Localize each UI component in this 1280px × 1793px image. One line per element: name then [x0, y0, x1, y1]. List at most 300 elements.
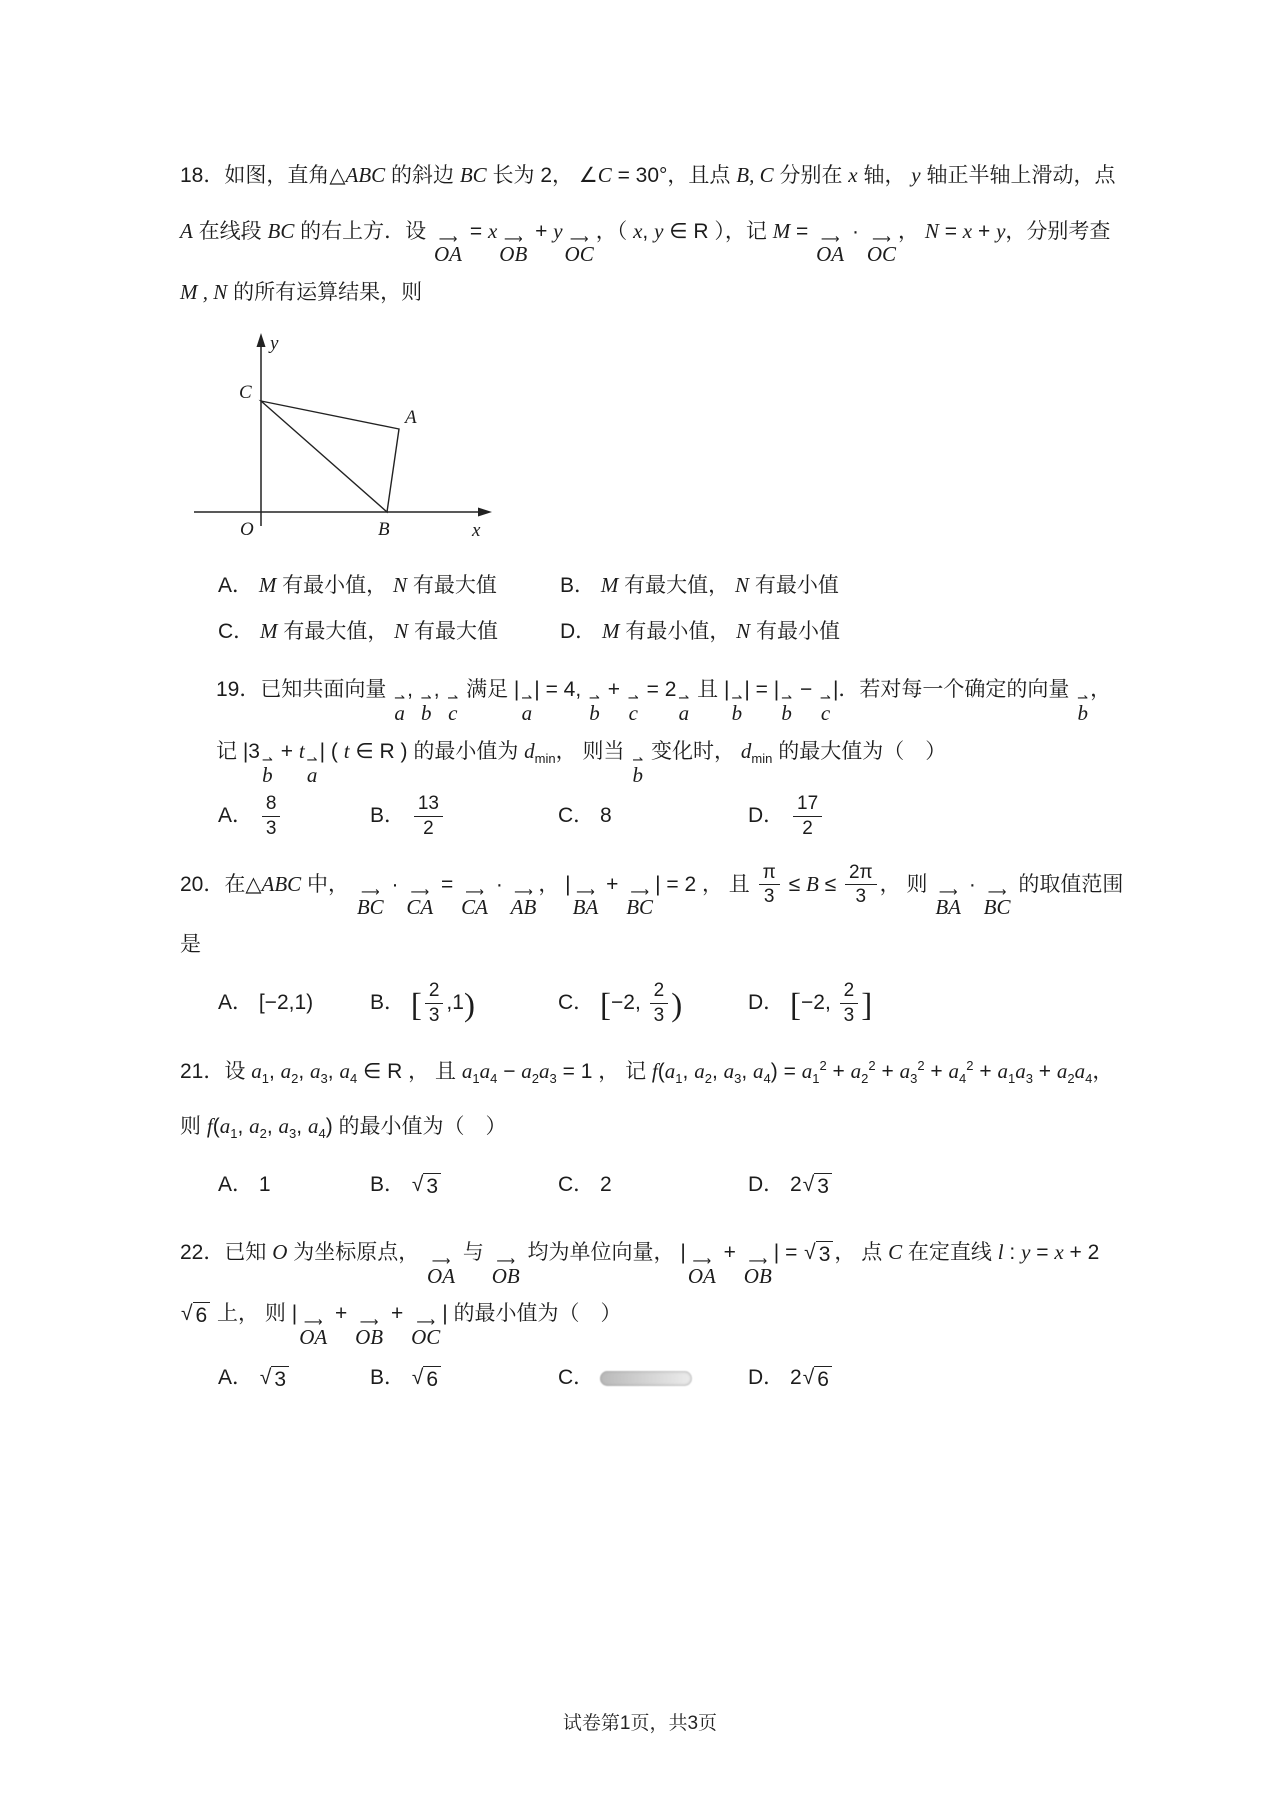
text-run: +	[924, 1059, 949, 1083]
subscript: 2	[1067, 1070, 1075, 1086]
vector-base: OA	[434, 242, 463, 267]
vector-arrow-icon: ⇀	[678, 689, 690, 705]
superscript: 2	[966, 1057, 974, 1073]
vector-arrow-icon: ⟶	[359, 1313, 379, 1329]
question-22-body	[180, 1225, 1130, 1348]
math-variable: C	[888, 1240, 903, 1265]
text-run: ,	[237, 1115, 250, 1139]
text-run: ,	[268, 1059, 281, 1083]
text-run: ·	[846, 219, 865, 243]
vector-base: OA	[687, 1264, 716, 1289]
base-letter: a	[801, 1058, 813, 1083]
question-21-options	[218, 1161, 1130, 1209]
subscript: min	[751, 751, 773, 767]
vector	[687, 1253, 716, 1289]
text-run: | = 2 ， 且	[655, 872, 756, 896]
base-letter: a	[280, 1058, 292, 1083]
subscript: 2	[259, 1126, 267, 1142]
text-run: ,	[407, 678, 419, 702]
fraction-denominator: 3	[843, 1004, 855, 1026]
subscript: 4	[490, 1070, 498, 1086]
subscripted-variable	[753, 1058, 771, 1086]
vector-arrow-icon: ⟶	[416, 1313, 435, 1329]
vector-base: a	[394, 700, 405, 725]
option-a	[218, 979, 370, 1027]
text-run: B．	[370, 1172, 411, 1196]
math-variable: M	[260, 618, 278, 643]
label-x-axis: x	[472, 520, 481, 542]
option-b	[370, 1354, 558, 1402]
question-20-options	[218, 979, 1130, 1028]
question-18-body	[180, 148, 1130, 321]
vector	[356, 884, 384, 920]
square-root	[803, 1173, 832, 1199]
vector	[743, 1253, 772, 1289]
subscripted-variable	[219, 1114, 238, 1142]
vector	[306, 751, 318, 787]
subscript: 2	[704, 1070, 712, 1086]
radical-sign: √	[411, 1172, 424, 1196]
text-run: 21．设	[180, 1059, 252, 1083]
text-run: B．	[370, 803, 411, 827]
option-d	[748, 979, 1130, 1028]
text-run: +	[274, 739, 299, 763]
vector-arrow-icon: ⟶	[438, 231, 458, 247]
text-run: +	[717, 1241, 742, 1265]
text-run: =	[435, 872, 460, 896]
sub-sup-variable	[948, 1057, 974, 1086]
text-run: ,	[642, 219, 655, 243]
vector-arrow-icon: ⇀	[306, 751, 318, 767]
text-run: ,	[682, 1059, 695, 1083]
vector-base: a	[521, 700, 533, 725]
base-letter: d	[740, 738, 752, 763]
text-run: ,	[741, 1059, 754, 1083]
vector-arrow-icon: ⇀	[447, 689, 459, 705]
text-run: (	[657, 1059, 665, 1083]
text-run: = 2	[640, 678, 677, 702]
text-run: ， 则	[879, 872, 934, 896]
question-22	[180, 1225, 1130, 1402]
math-variable: ABC	[261, 871, 302, 896]
subscripted-variable	[479, 1058, 498, 1086]
text-run: ,	[327, 1059, 340, 1083]
subscripted-variable	[521, 1058, 540, 1086]
vector	[589, 689, 600, 725]
vector	[983, 884, 1011, 920]
math-variable: M	[258, 573, 277, 598]
vector-arrow-icon: ⟶	[820, 231, 840, 247]
base-letter: a	[1056, 1058, 1068, 1083]
vector	[461, 884, 488, 920]
text-run: 有最小值，	[276, 574, 394, 598]
text-run: 有最大值	[408, 619, 499, 643]
text-run: D． 2	[748, 1172, 802, 1196]
option-a	[218, 1354, 370, 1402]
bracket: ]	[861, 987, 873, 1024]
text-run: ， 则当	[555, 739, 631, 763]
base-letter: a	[219, 1114, 231, 1139]
text-run: ,	[298, 1059, 311, 1083]
vector	[678, 689, 690, 725]
vector	[261, 751, 273, 787]
math-variable: N	[394, 618, 409, 643]
vector-base: BA	[935, 895, 961, 920]
vector	[406, 884, 434, 920]
base-letter: d	[524, 738, 535, 763]
text-run: +	[600, 872, 625, 896]
vector-base: OC	[866, 242, 896, 267]
option-c	[558, 979, 748, 1028]
fraction-denominator: 3	[855, 886, 867, 908]
question-20	[180, 857, 1130, 1028]
text-run: 分别在	[773, 164, 849, 187]
bracket: [	[410, 987, 422, 1024]
text-run: |．若对每一个确定的向量	[832, 678, 1076, 702]
subscript: 1	[1007, 1070, 1016, 1086]
vector-arrow-icon: ⟶	[431, 1253, 451, 1269]
vector-arrow-icon: ⇀	[632, 751, 644, 767]
radicand: 6	[814, 1366, 832, 1392]
text-run: 有最小值	[749, 574, 839, 598]
text-run: +	[972, 219, 997, 243]
text-run: ，（	[595, 219, 634, 243]
square-root	[804, 1241, 833, 1267]
base-letter: a	[249, 1114, 260, 1139]
text-run: | = |	[744, 678, 780, 702]
vector-arrow-icon: ⇀	[731, 689, 743, 705]
superscript: 2	[819, 1057, 827, 1073]
vector-base: CA	[461, 895, 488, 920]
fraction-numerator: 8	[262, 792, 281, 817]
text-run: + 2	[1063, 1241, 1100, 1265]
vector	[434, 231, 463, 267]
math-variable: N	[924, 218, 939, 243]
vector-base: OB	[499, 242, 528, 267]
fraction-denominator: 3	[763, 886, 775, 908]
math-variable: y	[553, 218, 563, 243]
radical-sign: √	[802, 1365, 815, 1389]
math-variable: x	[633, 218, 643, 243]
sub-sup-variable	[801, 1057, 827, 1086]
text-run: C． 8	[558, 804, 612, 828]
vector-arrow-icon: ⟶	[496, 1253, 516, 1269]
vector	[820, 689, 831, 725]
text-run: D． 2	[748, 1365, 802, 1389]
vector-base: b	[731, 700, 743, 725]
text-run: ， 点	[834, 1241, 889, 1265]
vector	[491, 1253, 520, 1289]
vector-arrow-icon: ⇀	[420, 689, 432, 705]
option-d	[560, 616, 1130, 648]
vector-arrow-icon: ⟶	[938, 884, 958, 900]
fraction-denominator: 2	[802, 817, 813, 839]
y-axis-arrow	[257, 333, 266, 347]
vector	[394, 689, 406, 725]
base-letter: a	[694, 1058, 705, 1083]
question-18-options	[218, 570, 1130, 647]
subscript: 4	[763, 1070, 771, 1086]
subscripted-variable	[339, 1058, 358, 1086]
vector-arrow-icon: ⟶	[410, 884, 430, 900]
text-run: +	[1032, 1059, 1057, 1083]
vector-base: BC	[983, 895, 1011, 920]
base-letter: a	[310, 1058, 321, 1083]
math-variable: A	[180, 218, 193, 243]
subscript: 3	[549, 1070, 557, 1086]
vector-base: BA	[572, 895, 599, 920]
subscript: min	[534, 751, 556, 767]
text-run: B．	[370, 990, 411, 1014]
vector-base: AB	[510, 895, 537, 920]
radical-sign: √	[802, 1172, 815, 1196]
radicand: 3	[814, 1173, 832, 1199]
text-run: 满足 |	[460, 678, 520, 702]
text-run: 的斜边	[385, 164, 460, 187]
text-run: ，	[898, 219, 925, 243]
question-20-body	[180, 857, 1130, 973]
fraction	[414, 792, 443, 841]
math-variable: y	[654, 218, 664, 243]
fraction-numerator: 2	[840, 979, 859, 1004]
bracket: )	[463, 987, 475, 1024]
option-c	[558, 792, 748, 840]
option-d	[748, 792, 1130, 841]
subscripted-variable	[278, 1114, 297, 1142]
vector-arrow-icon: ⟶	[987, 884, 1007, 900]
question-22-options	[218, 1354, 1130, 1402]
vector-arrow-icon: ⟶	[360, 884, 380, 900]
subscripted-variable	[280, 1058, 299, 1086]
text-run: | 的最小值为（ ）	[442, 1302, 622, 1326]
radicand: 3	[816, 1241, 834, 1267]
text-run: A．	[218, 1365, 259, 1389]
base-letter: a	[479, 1058, 491, 1083]
triangle-cab	[261, 401, 399, 512]
subscripted-variable	[539, 1058, 557, 1086]
text-run: ，记 |3	[216, 678, 1112, 763]
text-run: ) =	[770, 1059, 802, 1083]
vector	[816, 231, 845, 267]
vector-arrow-icon: ⟶	[465, 884, 484, 900]
text-run: =	[464, 219, 488, 243]
text-run: −	[794, 678, 819, 702]
fraction-numerator: 17	[793, 792, 822, 817]
square-root	[412, 1366, 441, 1392]
fraction-numerator: 2π	[845, 861, 877, 886]
text-run: ·	[963, 872, 982, 896]
subscript: 3	[1025, 1070, 1033, 1086]
vector	[299, 1313, 328, 1349]
math-variable: x	[1054, 1240, 1064, 1265]
vector-base: OC	[564, 242, 594, 267]
text-run: C．	[558, 990, 600, 1014]
radicand: 3	[271, 1366, 289, 1392]
text-run: C．	[218, 619, 260, 643]
math-variable: M	[602, 618, 620, 643]
text-run: ,	[433, 678, 446, 702]
text-run: 在定直线	[902, 1241, 998, 1265]
subscripted-variable	[461, 1058, 480, 1086]
text-run: 在线段	[192, 219, 268, 243]
math-variable: f	[206, 1114, 213, 1139]
vector-base: a	[306, 762, 318, 787]
vector-arrow-icon: ⟶	[503, 231, 523, 247]
text-run: ·	[490, 872, 509, 896]
math-variable: x	[487, 218, 498, 243]
vector-arrow-icon: ⟶	[630, 884, 649, 900]
text-run: ,	[296, 1115, 308, 1139]
vector	[564, 231, 594, 267]
vector-base: c	[820, 700, 831, 725]
text-run: ∈ R ， 且	[357, 1059, 462, 1083]
subscript: 3	[320, 1070, 328, 1086]
text-run: +	[601, 678, 626, 702]
question-21-body	[180, 1044, 1130, 1155]
text-run: 的所有运算结果，则	[227, 281, 423, 305]
sub-sup-variable	[899, 1057, 925, 1086]
label-point-c: C	[239, 382, 252, 404]
fraction	[840, 979, 859, 1028]
vector-base: b	[1077, 700, 1088, 725]
subscripted-variable	[524, 738, 556, 767]
vector-base: BC	[626, 895, 654, 920]
text-run: +	[385, 1302, 410, 1326]
fraction-denominator: 3	[653, 1004, 665, 1026]
vector-arrow-icon: ⟶	[872, 231, 891, 247]
question-19-body	[216, 663, 1130, 786]
subscripted-variable	[694, 1058, 712, 1086]
text-run: +	[973, 1059, 998, 1083]
vector	[355, 1313, 384, 1349]
vector	[411, 1313, 441, 1349]
vector-base: b	[420, 700, 432, 725]
text-run: ,	[711, 1059, 724, 1083]
bracket: )	[671, 987, 683, 1024]
subscripted-variable	[740, 738, 773, 767]
fraction-numerator: 13	[414, 792, 443, 817]
question-18-figure	[186, 327, 1130, 558]
vector	[447, 689, 459, 725]
question-18	[180, 148, 1130, 647]
bracket: [	[600, 987, 611, 1024]
vector	[499, 231, 528, 267]
text-run: ∈ R ) 的最小值为	[349, 739, 525, 763]
base-letter: a	[723, 1058, 735, 1083]
vector-base: b	[262, 762, 273, 787]
math-variable: M	[600, 573, 619, 598]
fraction-denominator: 2	[423, 817, 434, 839]
text-run: 的取值范围是	[180, 872, 1124, 957]
base-letter: a	[1015, 1058, 1026, 1083]
subscripted-variable	[997, 1058, 1016, 1086]
vector	[632, 751, 644, 787]
superscript: 2	[868, 1057, 876, 1073]
subscript: 1	[472, 1070, 480, 1086]
text-run: | =	[773, 1241, 804, 1265]
text-run: =	[1030, 1241, 1055, 1265]
math-variable: C	[597, 163, 612, 187]
vector-arrow-icon: ⟶	[692, 1253, 712, 1269]
subscript: 4	[318, 1126, 326, 1142]
text-run: ≤	[818, 872, 842, 896]
radical-sign: √	[411, 1365, 424, 1389]
vector-arrow-icon: ⇀	[820, 689, 831, 705]
fraction-denominator: 3	[265, 817, 277, 839]
subscript: 2	[531, 1070, 540, 1086]
text-run: A． [−2,1)	[218, 991, 314, 1015]
page-footer: 试卷第1页，共3页	[562, 1713, 718, 1734]
subscript: 1	[812, 1070, 820, 1086]
subscripted-variable	[249, 1114, 267, 1142]
base-letter: a	[307, 1114, 319, 1139]
vector-arrow-icon: ⟶	[576, 884, 595, 900]
text-run: = 1 ， 记	[556, 1059, 652, 1083]
option-a	[218, 570, 560, 602]
option-b	[370, 1161, 558, 1209]
vector-base: c	[448, 700, 458, 725]
subscript: 2	[291, 1070, 299, 1086]
base-letter: a	[899, 1058, 911, 1083]
vector-arrow-icon: ⇀	[521, 689, 533, 705]
math-variable: BC	[267, 218, 295, 243]
base-letter: a	[461, 1058, 473, 1083]
subscript: 3	[910, 1070, 918, 1086]
math-variable: t	[298, 738, 305, 763]
smudged-region	[600, 1371, 692, 1386]
x-axis-arrow	[478, 508, 492, 517]
math-variable: N	[735, 573, 750, 598]
sub-sup-variable	[850, 1057, 876, 1086]
vector	[427, 1253, 456, 1289]
base-letter: a	[521, 1058, 532, 1083]
vector	[1077, 689, 1089, 725]
text-run: ·	[385, 872, 405, 896]
text-run: −	[497, 1059, 522, 1083]
vector-base: OB	[743, 1264, 772, 1289]
label-point-a: A	[405, 407, 417, 429]
fraction-numerator: π	[759, 861, 780, 886]
radicand: 6	[423, 1366, 441, 1392]
radicand: 6	[193, 1302, 211, 1328]
square-root	[181, 1302, 210, 1328]
base-letter: a	[753, 1058, 764, 1083]
math-variable: x	[848, 163, 858, 187]
label-point-b: B	[378, 519, 390, 541]
superscript: 2	[917, 1057, 925, 1073]
vector-arrow-icon: ⇀	[781, 689, 793, 705]
text-run: ， |	[538, 872, 571, 896]
text-run: 轴，	[857, 164, 912, 187]
text-run: +	[529, 219, 554, 243]
text-run: =	[790, 219, 815, 243]
base-letter: a	[948, 1058, 960, 1083]
text-run: ≤	[782, 872, 806, 896]
fraction	[425, 979, 444, 1028]
fraction	[845, 861, 877, 910]
text-run: A． 1	[218, 1172, 271, 1196]
subscript: 4	[1085, 1070, 1093, 1086]
square-root	[260, 1366, 289, 1392]
subscript: 1	[675, 1070, 683, 1086]
text-run: ， 则	[180, 1059, 1114, 1139]
math-variable: y	[996, 218, 1006, 243]
text-run: 且 |	[691, 678, 730, 702]
option-b	[370, 792, 558, 841]
vector	[781, 689, 793, 725]
vector-base: a	[678, 700, 690, 725]
subscripted-variable	[1056, 1058, 1075, 1086]
